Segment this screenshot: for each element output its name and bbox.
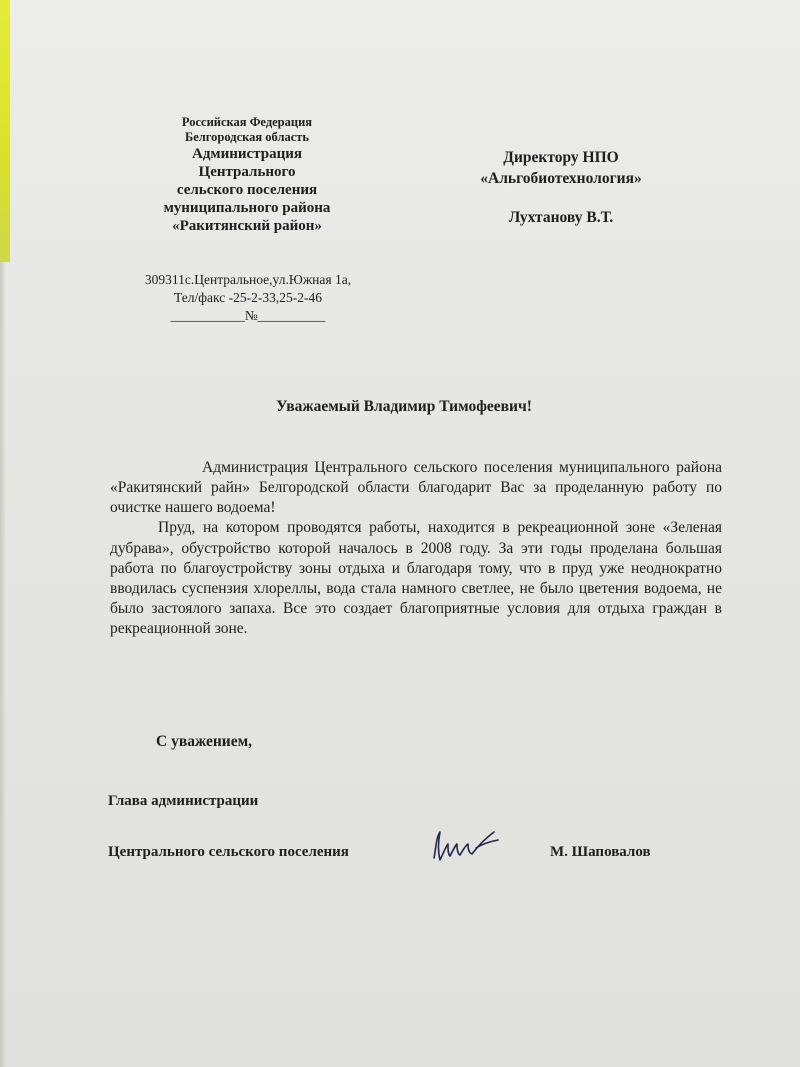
sender-region: Белгородская область: [184, 130, 310, 144]
sender-contacts: [124, 271, 372, 326]
sender-org-line: сельского поселения: [176, 182, 318, 198]
body-paragraph: Пруд, на котором проводятся работы, находится в рекреационной зоне «Зеленая дубрава», обустройство которой началось в 2008 году. За эти годы проделана большая работа по благоустройству зоны отдыха и благодаря тому, что в пруд уже неоднократно вводилась суспензия хлореллы, вода стала намного светлее, не было цветения водоема, не было застоялого запаха. Все это создает благоприятные условия для отдыха граждан в рекреационной зоне.: [110, 519, 722, 638]
sender-country: Российская Федерация: [181, 115, 313, 129]
recipient-organization: «Альгобиотехнология»: [480, 169, 642, 187]
recipient-position: Директору НПО: [503, 149, 619, 166]
reference-number-line: ___________№__________: [170, 308, 326, 324]
recipient-block: [436, 148, 686, 229]
sender-org-line: Администрация: [191, 146, 303, 162]
recipient-name: Лухтанову В.Т.: [508, 208, 614, 226]
sender-org-line: Центрального: [198, 164, 296, 180]
signer-title-line2: Центрального сельского поселения: [108, 844, 349, 860]
signer-name: М. Шаповалов: [550, 844, 651, 860]
sender-header: [122, 115, 372, 235]
sender-phone: Тел/факс -25-2-33,25-2-46: [174, 290, 322, 306]
letter-closing: С уважением,: [156, 733, 253, 750]
sender-address: 309311с.Центральное,ул.Южная 1а,: [144, 272, 352, 287]
handwritten-signature: [426, 822, 506, 866]
sender-org-line: «Ракитянский район»: [172, 218, 322, 234]
signer-title-line1: Глава администрации: [108, 793, 259, 809]
sender-org-line: муниципального района: [163, 200, 331, 216]
letter-body: [110, 458, 722, 639]
body-paragraph: Администрация Центрального сельского поселения муниципального района «Ракитянский райн» Белгородской области благодарит Вас за проделанную работу по очистке нашего водоема!: [110, 459, 722, 517]
letter-sheet: [4, 0, 800, 1067]
letter-greeting: Уважаемый Владимир Тимофеевич!: [276, 398, 532, 415]
